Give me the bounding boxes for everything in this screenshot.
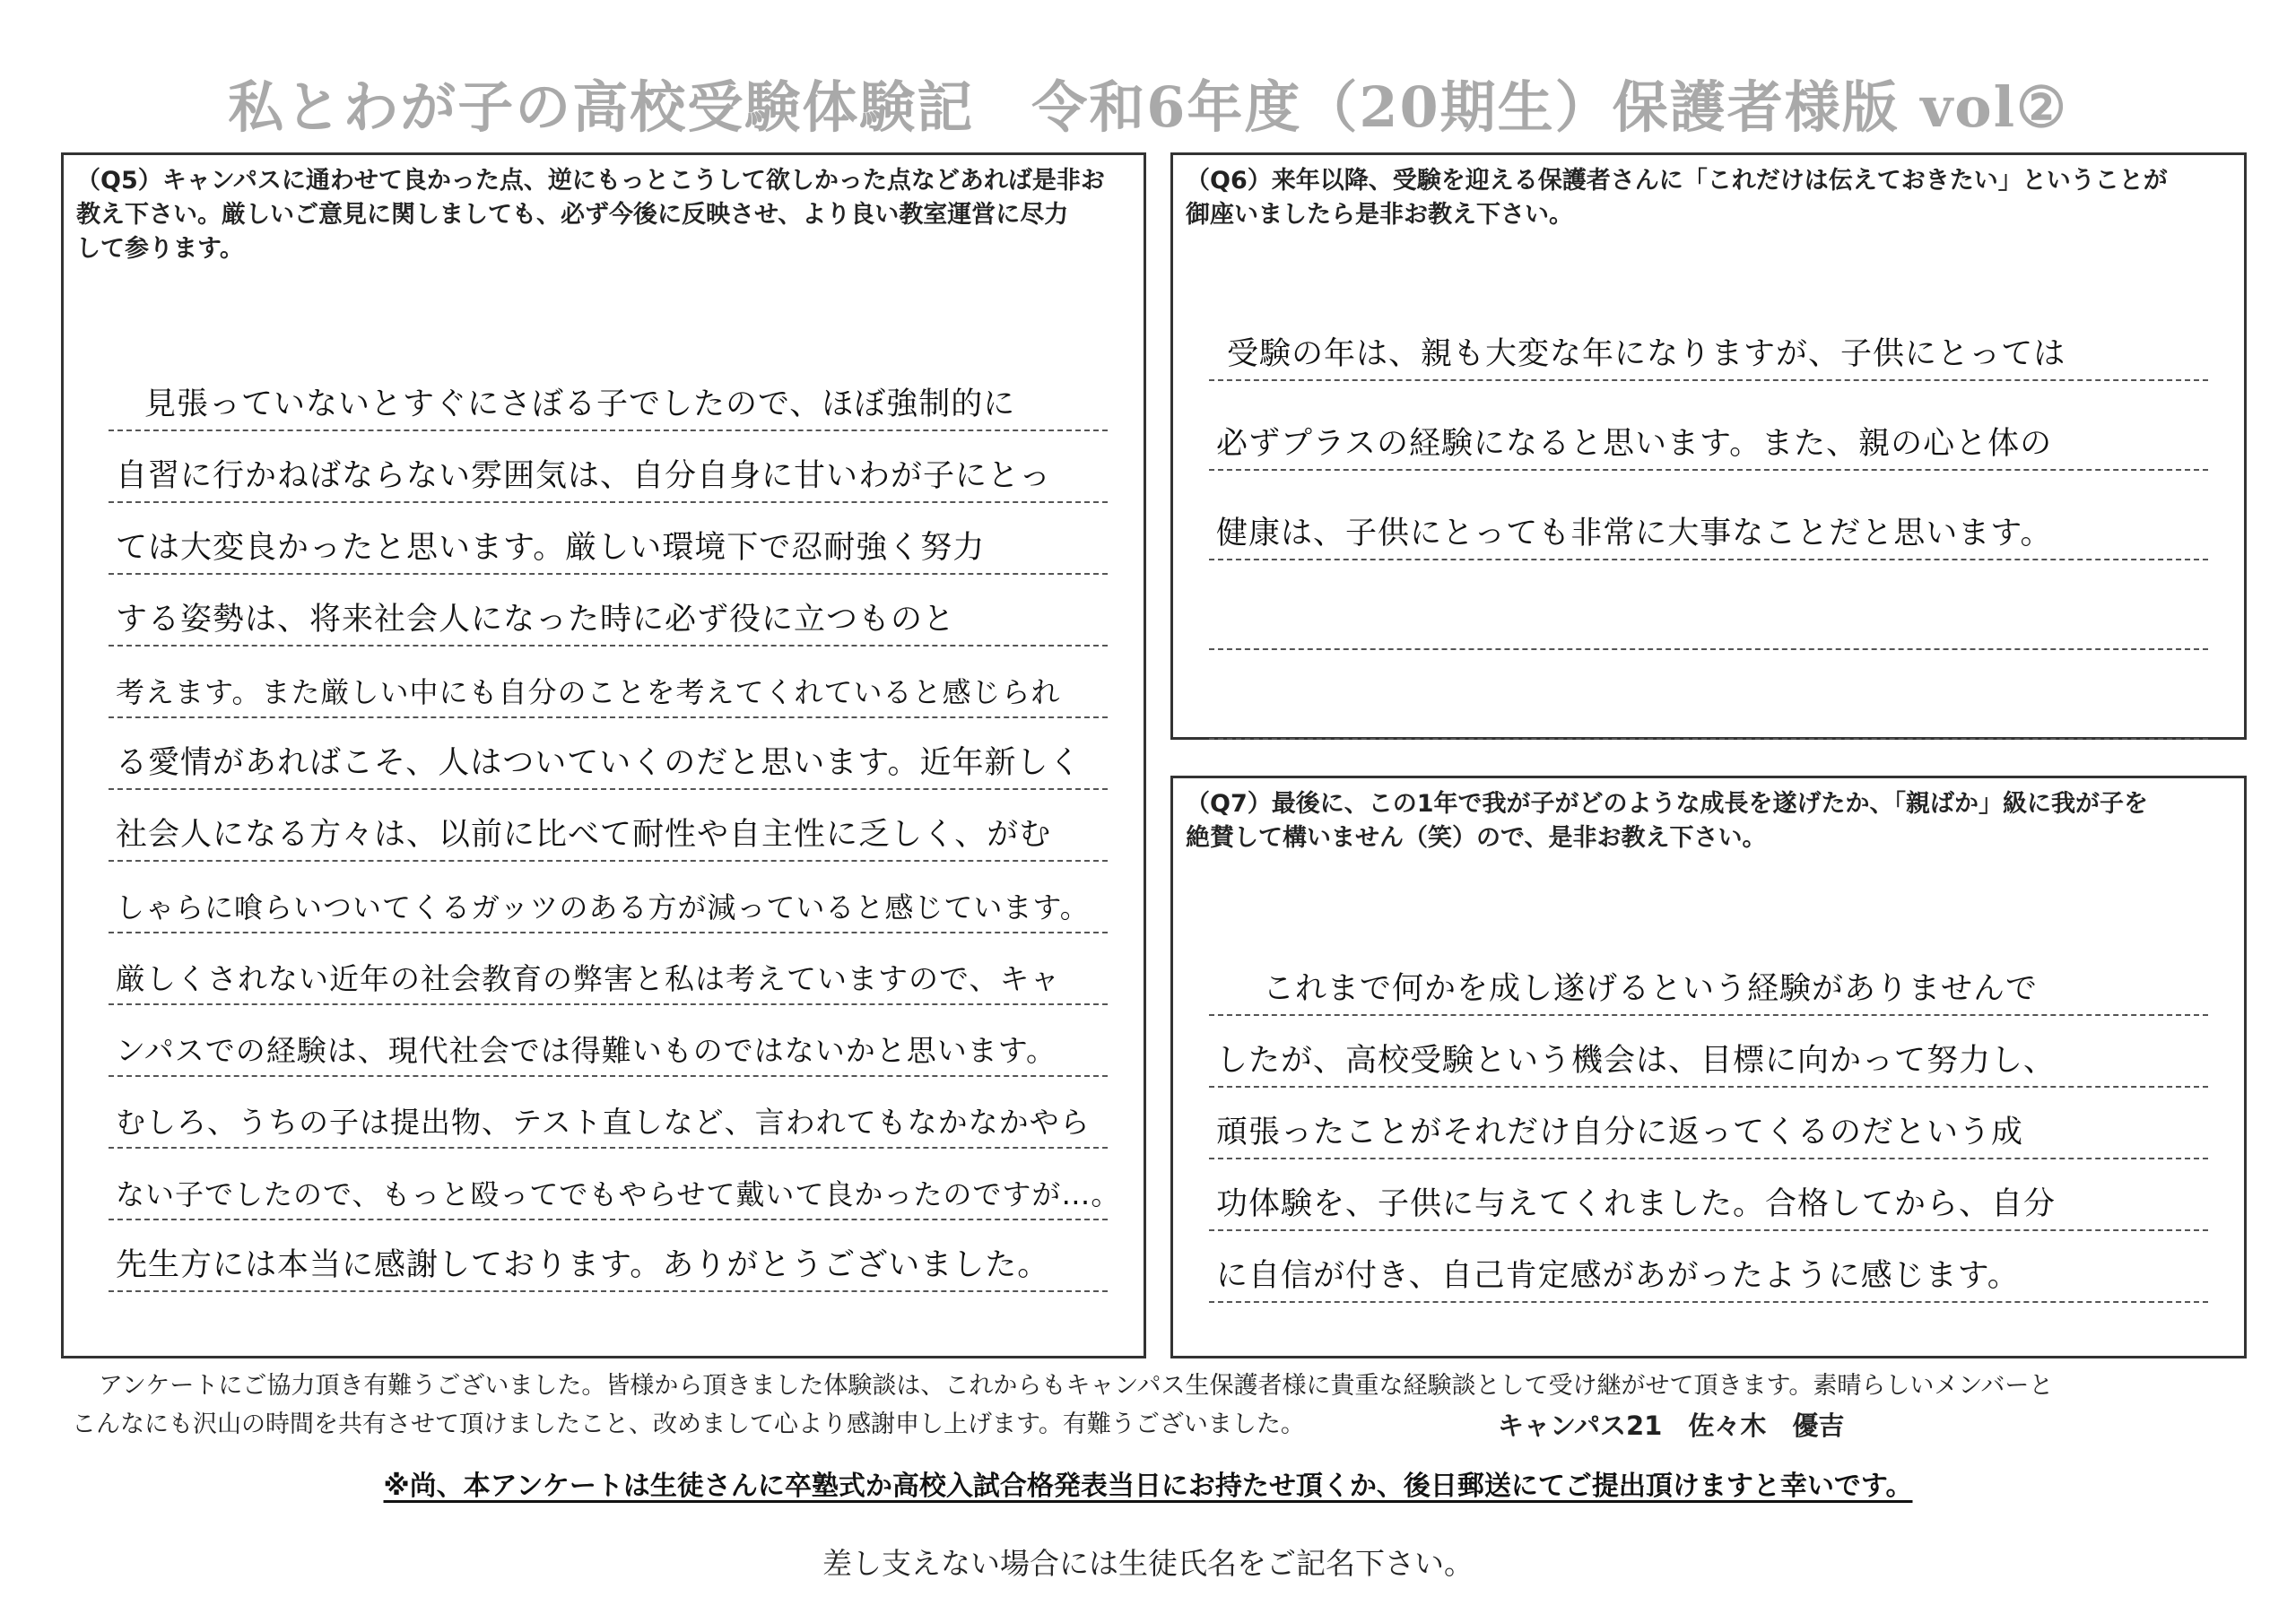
answer-line (1209, 560, 2208, 650)
answer-text: 功体験を、子供に与えてくれました。合格してから、自分 (1216, 1186, 2057, 1222)
answer-line (1209, 650, 2208, 740)
answer-line (1209, 1016, 2208, 1088)
answer-text: 頑張ったことがそれだけ自分に返ってくるのだという成 (1216, 1115, 2024, 1150)
signature: キャンパス21 佐々木 優吉 (1498, 1410, 1845, 1441)
answer-line (1209, 1088, 2208, 1159)
thanks-line: こんなにも沢山の時間を共有させて頂けましたこと、改めまして心より感謝申し上げます。有難うございました。 (72, 1410, 1305, 1438)
thanks-line: アンケートにご協力頂き有難うございました。皆様から頂きました体験談は、これからもキャンパス生保護者様に貴重な経験談として受け継がせて頂きます。素晴らしいメンバーと (99, 1372, 2054, 1400)
answer-line (1209, 471, 2208, 560)
answer-text: 考えます。また厳しい中にも自分のことを考えてくれていると感じられ (116, 675, 1061, 709)
answer-text: 自習に行かねばならない雰囲気は、自分自身に甘いわが子にとっ (116, 458, 1052, 494)
answer-line (109, 360, 1108, 431)
answer-text: る愛情があればこそ、人はついていくのだと思います。近年新しく (116, 745, 1082, 781)
q5-box (61, 152, 1146, 1358)
answer-text: する姿勢は、将来社会人になった時に必ず役に立つものと (116, 602, 956, 638)
answer-line (109, 1149, 1121, 1220)
answer-line (109, 503, 1108, 575)
answer-text: むしろ、うちの子は提出物、テスト直しなど、言われてもなかなかやら (116, 1105, 1091, 1140)
answer-text: これまで何かを成し遂げるという経験がありませんで (1263, 971, 2039, 1007)
q5-question-line: 教え下さい。厳しいご意見に関しましても、必ず今後に反映させ、より良い教室運営に尽力 (76, 201, 1069, 229)
answer-text: 社会人になる方々は、以前に比べて耐性や自主性に乏しく、がむ (116, 817, 1052, 853)
submission-notice (0, 1463, 2296, 1503)
answer-line (1209, 291, 2208, 381)
q7-box (1170, 776, 2247, 1358)
q5-question (76, 164, 1131, 266)
answer-line (109, 1077, 1108, 1149)
answer-text: 必ずプラスの経験になると思います。また、親の心と体の (1216, 426, 2053, 462)
q5-question-line: して参ります。 (76, 235, 244, 263)
answer-line (1209, 1231, 2208, 1303)
answer-text: 厳しくされない近年の社会教育の弊害と私は考えていますので、キャ (116, 961, 1061, 996)
q6-question (1186, 164, 2231, 232)
answer-text: しゃらに喰らいついてくるガッツのある方が減っていると感じています。 (116, 890, 1090, 924)
q7-answer (1209, 944, 2208, 1303)
page-title: 私とわが子の高校受験体験記 令和6年度（20期生）保護者様版 vol② (228, 74, 2068, 140)
answer-line (109, 718, 1108, 790)
answer-line (109, 1220, 1108, 1292)
q6-question-line: 御座いましたら是非お教え下さい。 (1186, 201, 1573, 229)
answer-text: ンパスでの経験は、現代社会では得難いものではないかと思います。 (116, 1033, 1057, 1068)
q7-question (1186, 787, 2231, 855)
answer-line (109, 790, 1108, 862)
student-name-prompt: 差し支えない場合には生徒氏名をご記名下さい。 (822, 1546, 1474, 1581)
q6-answer (1209, 291, 2208, 740)
answer-line (109, 431, 1108, 503)
answer-text: ない子でしたので、もっと殴ってでもやらせて戴いて良かったのですが…。 (116, 1177, 1121, 1211)
q7-question-line: （Q7）最後に、この1年で我が子がどのような成長を遂げたか、「親ばか」級に我が子を (1186, 790, 2149, 818)
answer-text: に自信が付き、自己肯定感があがったように感じます。 (1216, 1258, 2020, 1294)
answer-line (109, 647, 1108, 718)
answer-text: 受験の年は、親も大変な年になりますが、子供にとっては (1227, 336, 2066, 372)
answer-text: ては大変良かったと思います。厳しい環境下で忍耐強く努力 (116, 530, 986, 566)
answer-text: したが、高校受験という機会は、目標に向かって努力し、 (1216, 1043, 2057, 1079)
answer-line (1209, 381, 2208, 471)
answer-line (1209, 944, 2208, 1016)
q5-question-line: （Q5）キャンパスに通わせて良かった点、逆にもっとこうして欲しかった点などあれば是非お (76, 167, 1105, 195)
q5-answer (109, 360, 1121, 1292)
q6-box (1170, 152, 2247, 740)
answer-line (109, 1005, 1108, 1077)
answer-text: 健康は、子供にとっても非常に大事なことだと思います。 (1216, 516, 2053, 551)
q7-question-line: 絶賛して構いません（笑）ので、是非お教え下さい。 (1186, 824, 1767, 852)
answer-line (109, 575, 1108, 647)
answer-text: 先生方には本当に感謝しております。ありがとうございました。 (116, 1247, 1050, 1283)
answer-line (109, 862, 1108, 933)
submission-notice-text: ※尚、本アンケートは生徒さんに卒塾式か高校入試合格発表当日にお持たせ頂くか、後日郵送にてご提出頂けますと幸いです。 (383, 1471, 1913, 1502)
answer-line (1209, 1159, 2208, 1231)
q6-question-line: （Q6）来年以降、受験を迎える保護者さんに「これだけは伝えておきたい」ということが (1186, 167, 2168, 195)
answer-text: 見張っていないとすぐにさぼる子でしたので、ほぼ強制的に (144, 386, 1016, 422)
answer-line (109, 933, 1108, 1005)
